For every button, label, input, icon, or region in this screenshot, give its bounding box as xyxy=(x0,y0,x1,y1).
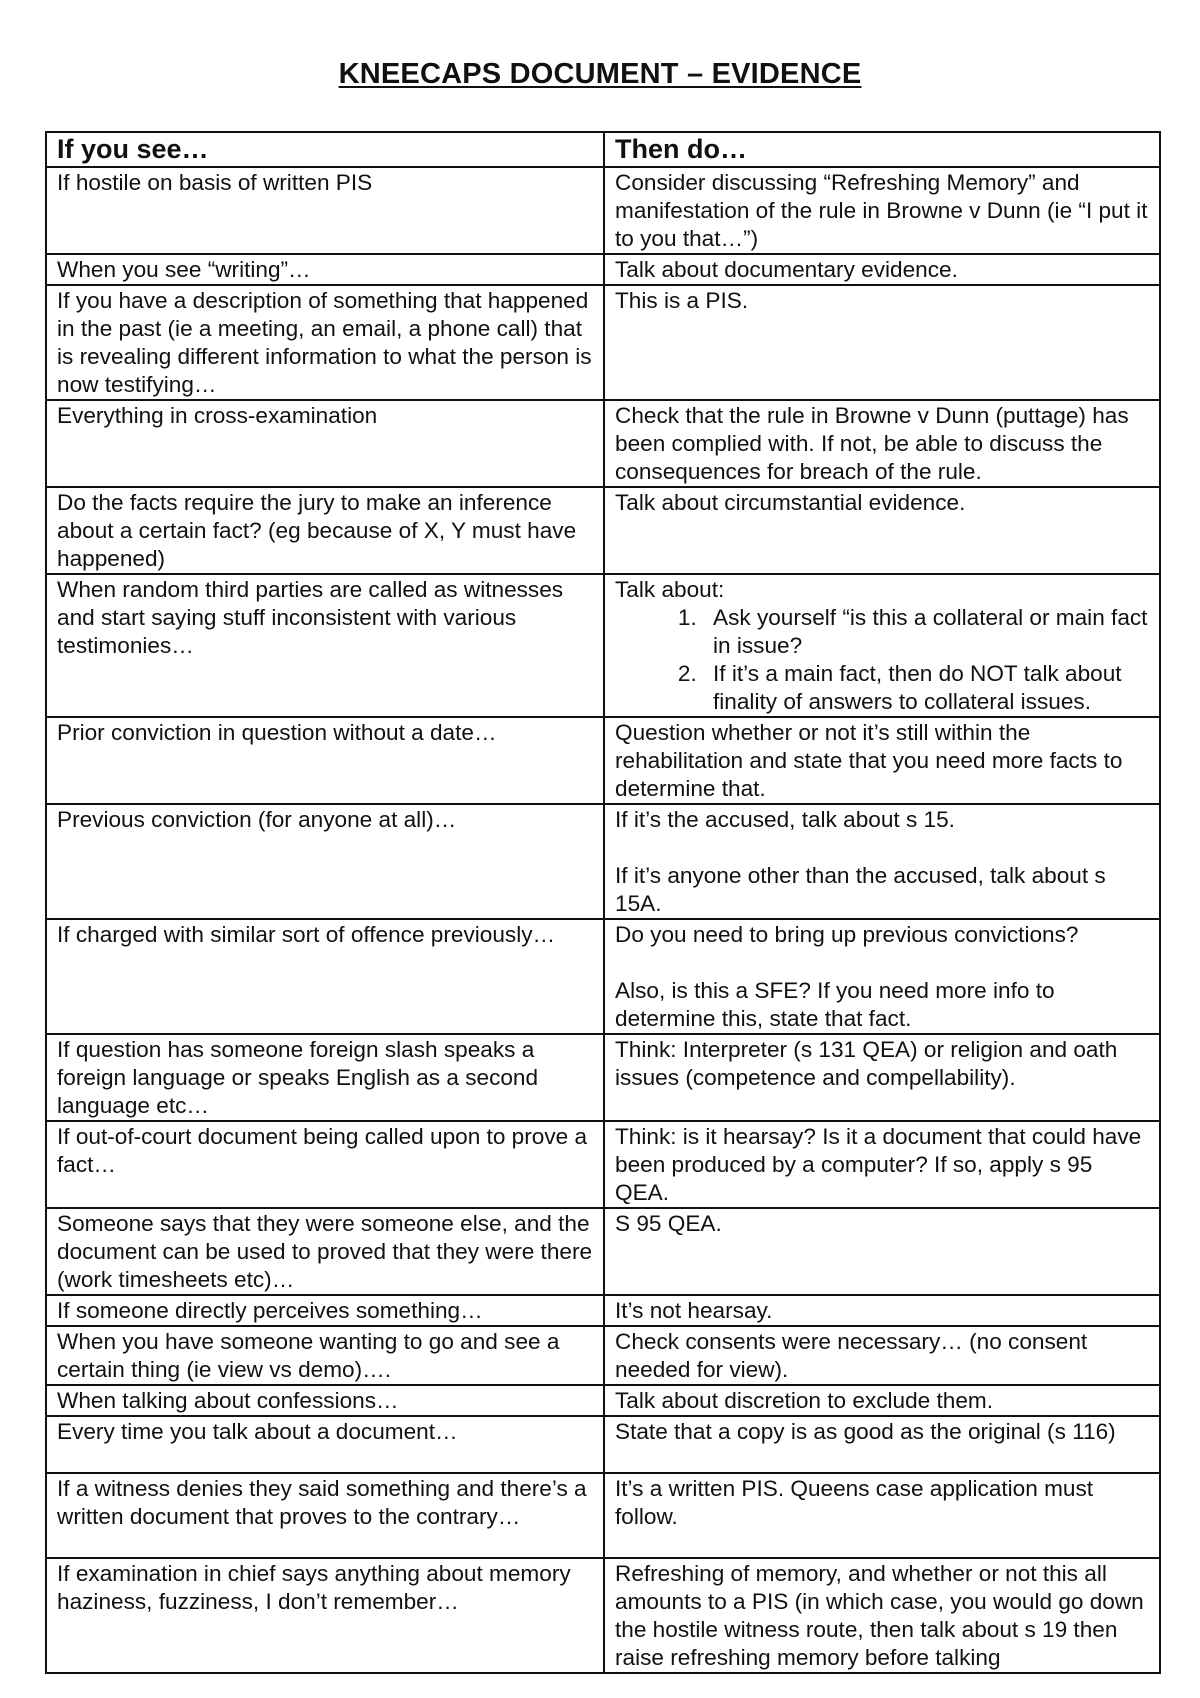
do-text: This is a PIS. xyxy=(615,288,749,313)
table-header-row xyxy=(46,132,1160,167)
table-row xyxy=(46,285,1160,400)
table-row xyxy=(46,1473,1160,1558)
do-cell xyxy=(604,919,1160,1034)
see-text: If a witness denies they said something and there’s a written document that proves to the contrary… xyxy=(57,1476,587,1529)
see-cell xyxy=(46,1295,604,1326)
document-title: KNEECAPS DOCUMENT – EVIDENCE xyxy=(338,58,862,90)
do-text: Talk about documentary evidence. xyxy=(615,257,958,282)
see-cell xyxy=(46,1558,604,1673)
see-text: If charged with similar sort of offence previously… xyxy=(57,922,556,947)
see-text: If you have a description of something that happened in the past (ie a meeting, an email, a phone call) that is revealing different information to what the person is now testifying… xyxy=(57,288,592,397)
table-row xyxy=(46,1326,1160,1385)
do-text: Talk about discretion to exclude them. xyxy=(615,1388,994,1413)
do-text: Consider discussing “Refreshing Memory” and manifestation of the rule in Browne v Dunn (ie “I put it to you that…”) xyxy=(615,170,1148,251)
do-paragraph: Do you need to bring up previous convictions? xyxy=(615,922,1079,947)
table-row xyxy=(46,1208,1160,1295)
do-cell xyxy=(604,1473,1160,1558)
table-row xyxy=(46,400,1160,487)
see-cell xyxy=(46,1416,604,1473)
do-cell xyxy=(604,717,1160,804)
see-text: If question has someone foreign slash speaks a foreign language or speaks English as a second language etc… xyxy=(57,1037,539,1118)
see-cell xyxy=(46,919,604,1034)
see-cell xyxy=(46,1326,604,1385)
see-cell xyxy=(46,574,604,717)
see-text: Previous conviction (for anyone at all)… xyxy=(57,807,457,832)
see-cell xyxy=(46,1473,604,1558)
evidence-table xyxy=(45,131,1161,1674)
see-cell xyxy=(46,285,604,400)
see-text: Prior conviction in question without a date… xyxy=(57,720,497,745)
see-text: If someone directly perceives something… xyxy=(57,1298,483,1323)
do-text: Refreshing of memory, and whether or not this all amounts to a PIS (in which case, you would go down the hostile witness route, then talk about s 19 then raise refreshing memory before talking xyxy=(615,1561,1144,1670)
table-row xyxy=(46,1558,1160,1673)
paragraph-gap xyxy=(615,834,1151,862)
do-cell xyxy=(604,487,1160,574)
list-item: 1. Ask yourself “is this a collateral or main fact in issue? xyxy=(703,604,1151,660)
do-text: Question whether or not it’s still within the rehabilitation and state that you need more facts to determine that. xyxy=(615,720,1123,801)
table-row xyxy=(46,1416,1160,1473)
do-text: Check that the rule in Browne v Dunn (puttage) has been complied with. If not, be able to discuss the consequences for breach of the rule. xyxy=(615,403,1129,484)
do-cell xyxy=(604,1121,1160,1208)
do-cell xyxy=(604,1326,1160,1385)
do-text: Think: is it hearsay? Is it a document that could have been produced by a computer? If so, apply s 95 QEA. xyxy=(615,1124,1142,1205)
header-then-do: Then do… xyxy=(604,132,1160,167)
do-text: S 95 QEA. xyxy=(615,1211,722,1236)
table-row xyxy=(46,1385,1160,1416)
table-row xyxy=(46,1121,1160,1208)
list-item: 2. If it’s a main fact, then do NOT talk about finality of answers to collateral issues. xyxy=(703,660,1151,716)
table-row xyxy=(46,1295,1160,1326)
do-cell xyxy=(604,1034,1160,1121)
table-row xyxy=(46,1034,1160,1121)
header-if-you-see: If you see… xyxy=(46,132,604,167)
table-row xyxy=(46,717,1160,804)
do-cell xyxy=(604,1558,1160,1673)
do-cell xyxy=(604,804,1160,919)
see-cell xyxy=(46,400,604,487)
do-cell xyxy=(604,1295,1160,1326)
do-paragraph: Also, is this a SFE? If you need more info to determine this, state that fact. xyxy=(615,978,1055,1031)
see-cell xyxy=(46,1121,604,1208)
see-text: Every time you talk about a document… xyxy=(57,1419,458,1444)
do-cell xyxy=(604,1416,1160,1473)
do-intro-text: Talk about: xyxy=(615,577,725,602)
see-cell xyxy=(46,804,604,919)
see-cell xyxy=(46,1208,604,1295)
do-cell xyxy=(604,574,1160,717)
see-text: If examination in chief says anything about memory haziness, fuzziness, I don’t remember… xyxy=(57,1561,571,1614)
table-row xyxy=(46,919,1160,1034)
paragraph-gap xyxy=(615,949,1151,977)
do-text: Check consents were necessary… (no consent needed for view). xyxy=(615,1329,1088,1382)
do-cell xyxy=(604,400,1160,487)
steps-list xyxy=(615,604,1151,716)
see-text: When you see “writing”… xyxy=(57,257,311,282)
see-text: When random third parties are called as witnesses and start saying stuff inconsistent with various testimonies… xyxy=(57,577,564,658)
see-text: If out-of-court document being called upon to prove a fact… xyxy=(57,1124,588,1177)
do-text: It’s a written PIS. Queens case application must follow. xyxy=(615,1476,1094,1529)
see-text: When you have someone wanting to go and see a certain thing (ie view vs demo)…. xyxy=(57,1329,560,1382)
table-row xyxy=(46,167,1160,254)
see-cell xyxy=(46,1385,604,1416)
see-text: If hostile on basis of written PIS xyxy=(57,170,373,195)
do-text: Talk about circumstantial evidence. xyxy=(615,490,966,515)
do-text: Think: Interpreter (s 131 QEA) or religion and oath issues (competence and compellability). xyxy=(615,1037,1118,1090)
table-row xyxy=(46,487,1160,574)
see-cell xyxy=(46,1034,604,1121)
table-row xyxy=(46,254,1160,285)
see-cell xyxy=(46,717,604,804)
see-text: Someone says that they were someone else, and the document can be used to proved that they were there (work timesheets etc)… xyxy=(57,1211,593,1292)
do-cell xyxy=(604,167,1160,254)
do-paragraph: If it’s the accused, talk about s 15. xyxy=(615,807,955,832)
do-cell xyxy=(604,1208,1160,1295)
do-cell xyxy=(604,254,1160,285)
do-text: It’s not hearsay. xyxy=(615,1298,773,1323)
see-cell xyxy=(46,487,604,574)
see-cell xyxy=(46,254,604,285)
table-row xyxy=(46,574,1160,717)
see-text: Everything in cross-examination xyxy=(57,403,378,428)
see-cell xyxy=(46,167,604,254)
do-text: State that a copy is as good as the original (s 116) xyxy=(615,1419,1116,1444)
do-paragraph: If it’s anyone other than the accused, talk about s 15A. xyxy=(615,863,1106,916)
see-text: When talking about confessions… xyxy=(57,1388,399,1413)
table-row xyxy=(46,804,1160,919)
see-text: Do the facts require the jury to make an inference about a certain fact? (eg because of X, Y must have happened) xyxy=(57,490,577,571)
do-cell xyxy=(604,1385,1160,1416)
do-cell xyxy=(604,285,1160,400)
